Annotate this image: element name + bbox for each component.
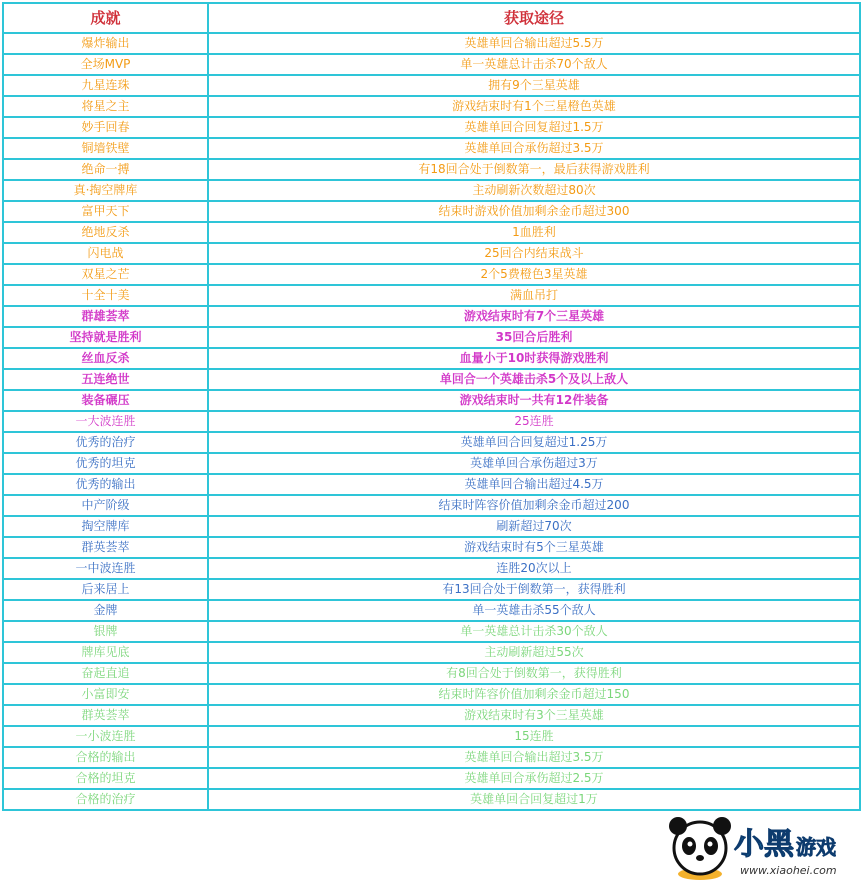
table-row — [3, 747, 860, 768]
achievement-method: 主动刷新超过55次 — [208, 642, 860, 663]
achievement-table — [2, 2, 861, 811]
table-row — [3, 369, 860, 390]
table-row — [3, 411, 860, 432]
achievement-name: 闪电战 — [3, 243, 208, 264]
achievement-method: 游戏结束时有1个三星橙色英雄 — [208, 96, 860, 117]
achievement-name: 妙手回春 — [3, 117, 208, 138]
achievement-name: 后来居上 — [3, 579, 208, 600]
achievement-method: 英雄单回合输出超过3.5万 — [208, 747, 860, 768]
achievement-name: 一大波连胜 — [3, 411, 208, 432]
panda-ear-right — [713, 817, 731, 835]
achievement-name: 丝血反杀 — [3, 348, 208, 369]
xiaohei-logo — [664, 812, 860, 882]
header-row — [3, 3, 860, 33]
achievement-method: 有8回合处于倒数第一，获得胜利 — [208, 663, 860, 684]
achievement-method: 英雄单回合回复超过1.5万 — [208, 117, 860, 138]
table-row — [3, 180, 860, 201]
achievement-method: 连胜20次以上 — [208, 558, 860, 579]
achievement-method: 英雄单回合输出超过5.5万 — [208, 33, 860, 54]
achievement-method: 2个5费橙色3星英雄 — [208, 264, 860, 285]
table-row — [3, 579, 860, 600]
logo-brand-text: 小黑 — [734, 827, 794, 862]
achievement-name: 九星连珠 — [3, 75, 208, 96]
achievement-name: 群英荟萃 — [3, 705, 208, 726]
achievement-method: 游戏结束时有3个三星英雄 — [208, 705, 860, 726]
table-row — [3, 516, 860, 537]
table-row — [3, 474, 860, 495]
table-body — [3, 33, 860, 810]
header-method: 获取途径 — [208, 3, 860, 33]
achievement-name: 合格的坦克 — [3, 768, 208, 789]
panda-ear-left — [669, 817, 687, 835]
achievement-name: 双星之芒 — [3, 264, 208, 285]
table-row — [3, 138, 860, 159]
achievement-name: 真·掏空牌库 — [3, 180, 208, 201]
table-row — [3, 495, 860, 516]
header-achievement: 成就 — [3, 3, 208, 33]
achievement-method: 主动刷新次数超过80次 — [208, 180, 860, 201]
table-row — [3, 663, 860, 684]
table-row — [3, 537, 860, 558]
table-row — [3, 222, 860, 243]
achievement-name: 十全十美 — [3, 285, 208, 306]
achievement-name: 一小波连胜 — [3, 726, 208, 747]
achievement-name: 牌库见底 — [3, 642, 208, 663]
table-row — [3, 285, 860, 306]
table-row — [3, 621, 860, 642]
achievement-name: 合格的输出 — [3, 747, 208, 768]
achievement-method: 结束时阵容价值加剩余金币超过150 — [208, 684, 860, 705]
achievement-name: 一中波连胜 — [3, 558, 208, 579]
achievement-method: 拥有9个三星英雄 — [208, 75, 860, 96]
table-row — [3, 201, 860, 222]
achievement-method: 英雄单回合输出超过4.5万 — [208, 474, 860, 495]
logo-url-text: www.xiaohei.com — [740, 864, 837, 877]
panda-nose — [696, 855, 704, 861]
achievement-method: 有13回合处于倒数第一，获得胜利 — [208, 579, 860, 600]
table-row — [3, 453, 860, 474]
svg-text:游戏: 游戏 — [796, 835, 836, 859]
achievement-name: 全场MVP — [3, 54, 208, 75]
achievement-name: 银牌 — [3, 621, 208, 642]
achievement-method: 35回合后胜利 — [208, 327, 860, 348]
achievement-method: 游戏结束时有7个三星英雄 — [208, 306, 860, 327]
table-row — [3, 33, 860, 54]
table-row — [3, 600, 860, 621]
table-row — [3, 117, 860, 138]
table-row — [3, 432, 860, 453]
achievement-method: 1血胜利 — [208, 222, 860, 243]
table-row — [3, 327, 860, 348]
achievement-name: 优秀的输出 — [3, 474, 208, 495]
table-row — [3, 348, 860, 369]
table-row — [3, 243, 860, 264]
achievement-method: 单一英雄总计击杀70个敌人 — [208, 54, 860, 75]
table-row — [3, 54, 860, 75]
achievement-method: 25连胜 — [208, 411, 860, 432]
achievement-method: 英雄单回合承伤超过3万 — [208, 453, 860, 474]
achievement-method: 满血吊打 — [208, 285, 860, 306]
achievement-method: 英雄单回合回复超过1万 — [208, 789, 860, 810]
achievement-method: 血量小于10时获得游戏胜利 — [208, 348, 860, 369]
achievement-name: 小富即安 — [3, 684, 208, 705]
achievement-name: 爆炸输出 — [3, 33, 208, 54]
achievement-name: 奋起直追 — [3, 663, 208, 684]
achievement-method: 单回合一个英雄击杀5个及以上敌人 — [208, 369, 860, 390]
table-row — [3, 306, 860, 327]
achievement-method: 25回合内结束战斗 — [208, 243, 860, 264]
achievement-name: 金牌 — [3, 600, 208, 621]
achievement-method: 单一英雄击杀55个敌人 — [208, 600, 860, 621]
table-row — [3, 726, 860, 747]
achievement-name: 群英荟萃 — [3, 537, 208, 558]
table-row — [3, 558, 860, 579]
table-row — [3, 390, 860, 411]
achievement-name: 将星之主 — [3, 96, 208, 117]
achievement-name: 坚持就是胜利 — [3, 327, 208, 348]
achievement-name: 群雄荟萃 — [3, 306, 208, 327]
achievement-method: 游戏结束时一共有12件装备 — [208, 390, 860, 411]
achievement-method: 有18回合处于倒数第一，最后获得游戏胜利 — [208, 159, 860, 180]
achievement-name: 绝命一搏 — [3, 159, 208, 180]
achievement-method: 单一英雄总计击杀30个敌人 — [208, 621, 860, 642]
table-row — [3, 264, 860, 285]
table-row — [3, 642, 860, 663]
achievement-method: 游戏结束时有5个三星英雄 — [208, 537, 860, 558]
achievement-name: 铜墙铁壁 — [3, 138, 208, 159]
achievement-name: 优秀的治疗 — [3, 432, 208, 453]
achievement-method: 英雄单回合回复超过1.25万 — [208, 432, 860, 453]
achievement-method: 结束时游戏价值加剩余金币超过300 — [208, 201, 860, 222]
achievement-method: 英雄单回合承伤超过2.5万 — [208, 768, 860, 789]
achievement-name: 中产阶级 — [3, 495, 208, 516]
achievement-name: 合格的治疗 — [3, 789, 208, 810]
table-row — [3, 684, 860, 705]
achievement-method: 英雄单回合承伤超过3.5万 — [208, 138, 860, 159]
table-row — [3, 75, 860, 96]
achievement-name: 五连绝世 — [3, 369, 208, 390]
achievement-name: 绝地反杀 — [3, 222, 208, 243]
achievement-name: 装备碾压 — [3, 390, 208, 411]
achievement-method: 刷新超过70次 — [208, 516, 860, 537]
table-row — [3, 159, 860, 180]
table-row — [3, 789, 860, 810]
achievement-name: 富甲天下 — [3, 201, 208, 222]
achievement-method: 15连胜 — [208, 726, 860, 747]
achievement-name: 优秀的坦克 — [3, 453, 208, 474]
table-row — [3, 768, 860, 789]
table-row — [3, 96, 860, 117]
achievement-name: 掏空牌库 — [3, 516, 208, 537]
table-row — [3, 705, 860, 726]
achievement-method: 结束时阵容价值加剩余金币超过200 — [208, 495, 860, 516]
